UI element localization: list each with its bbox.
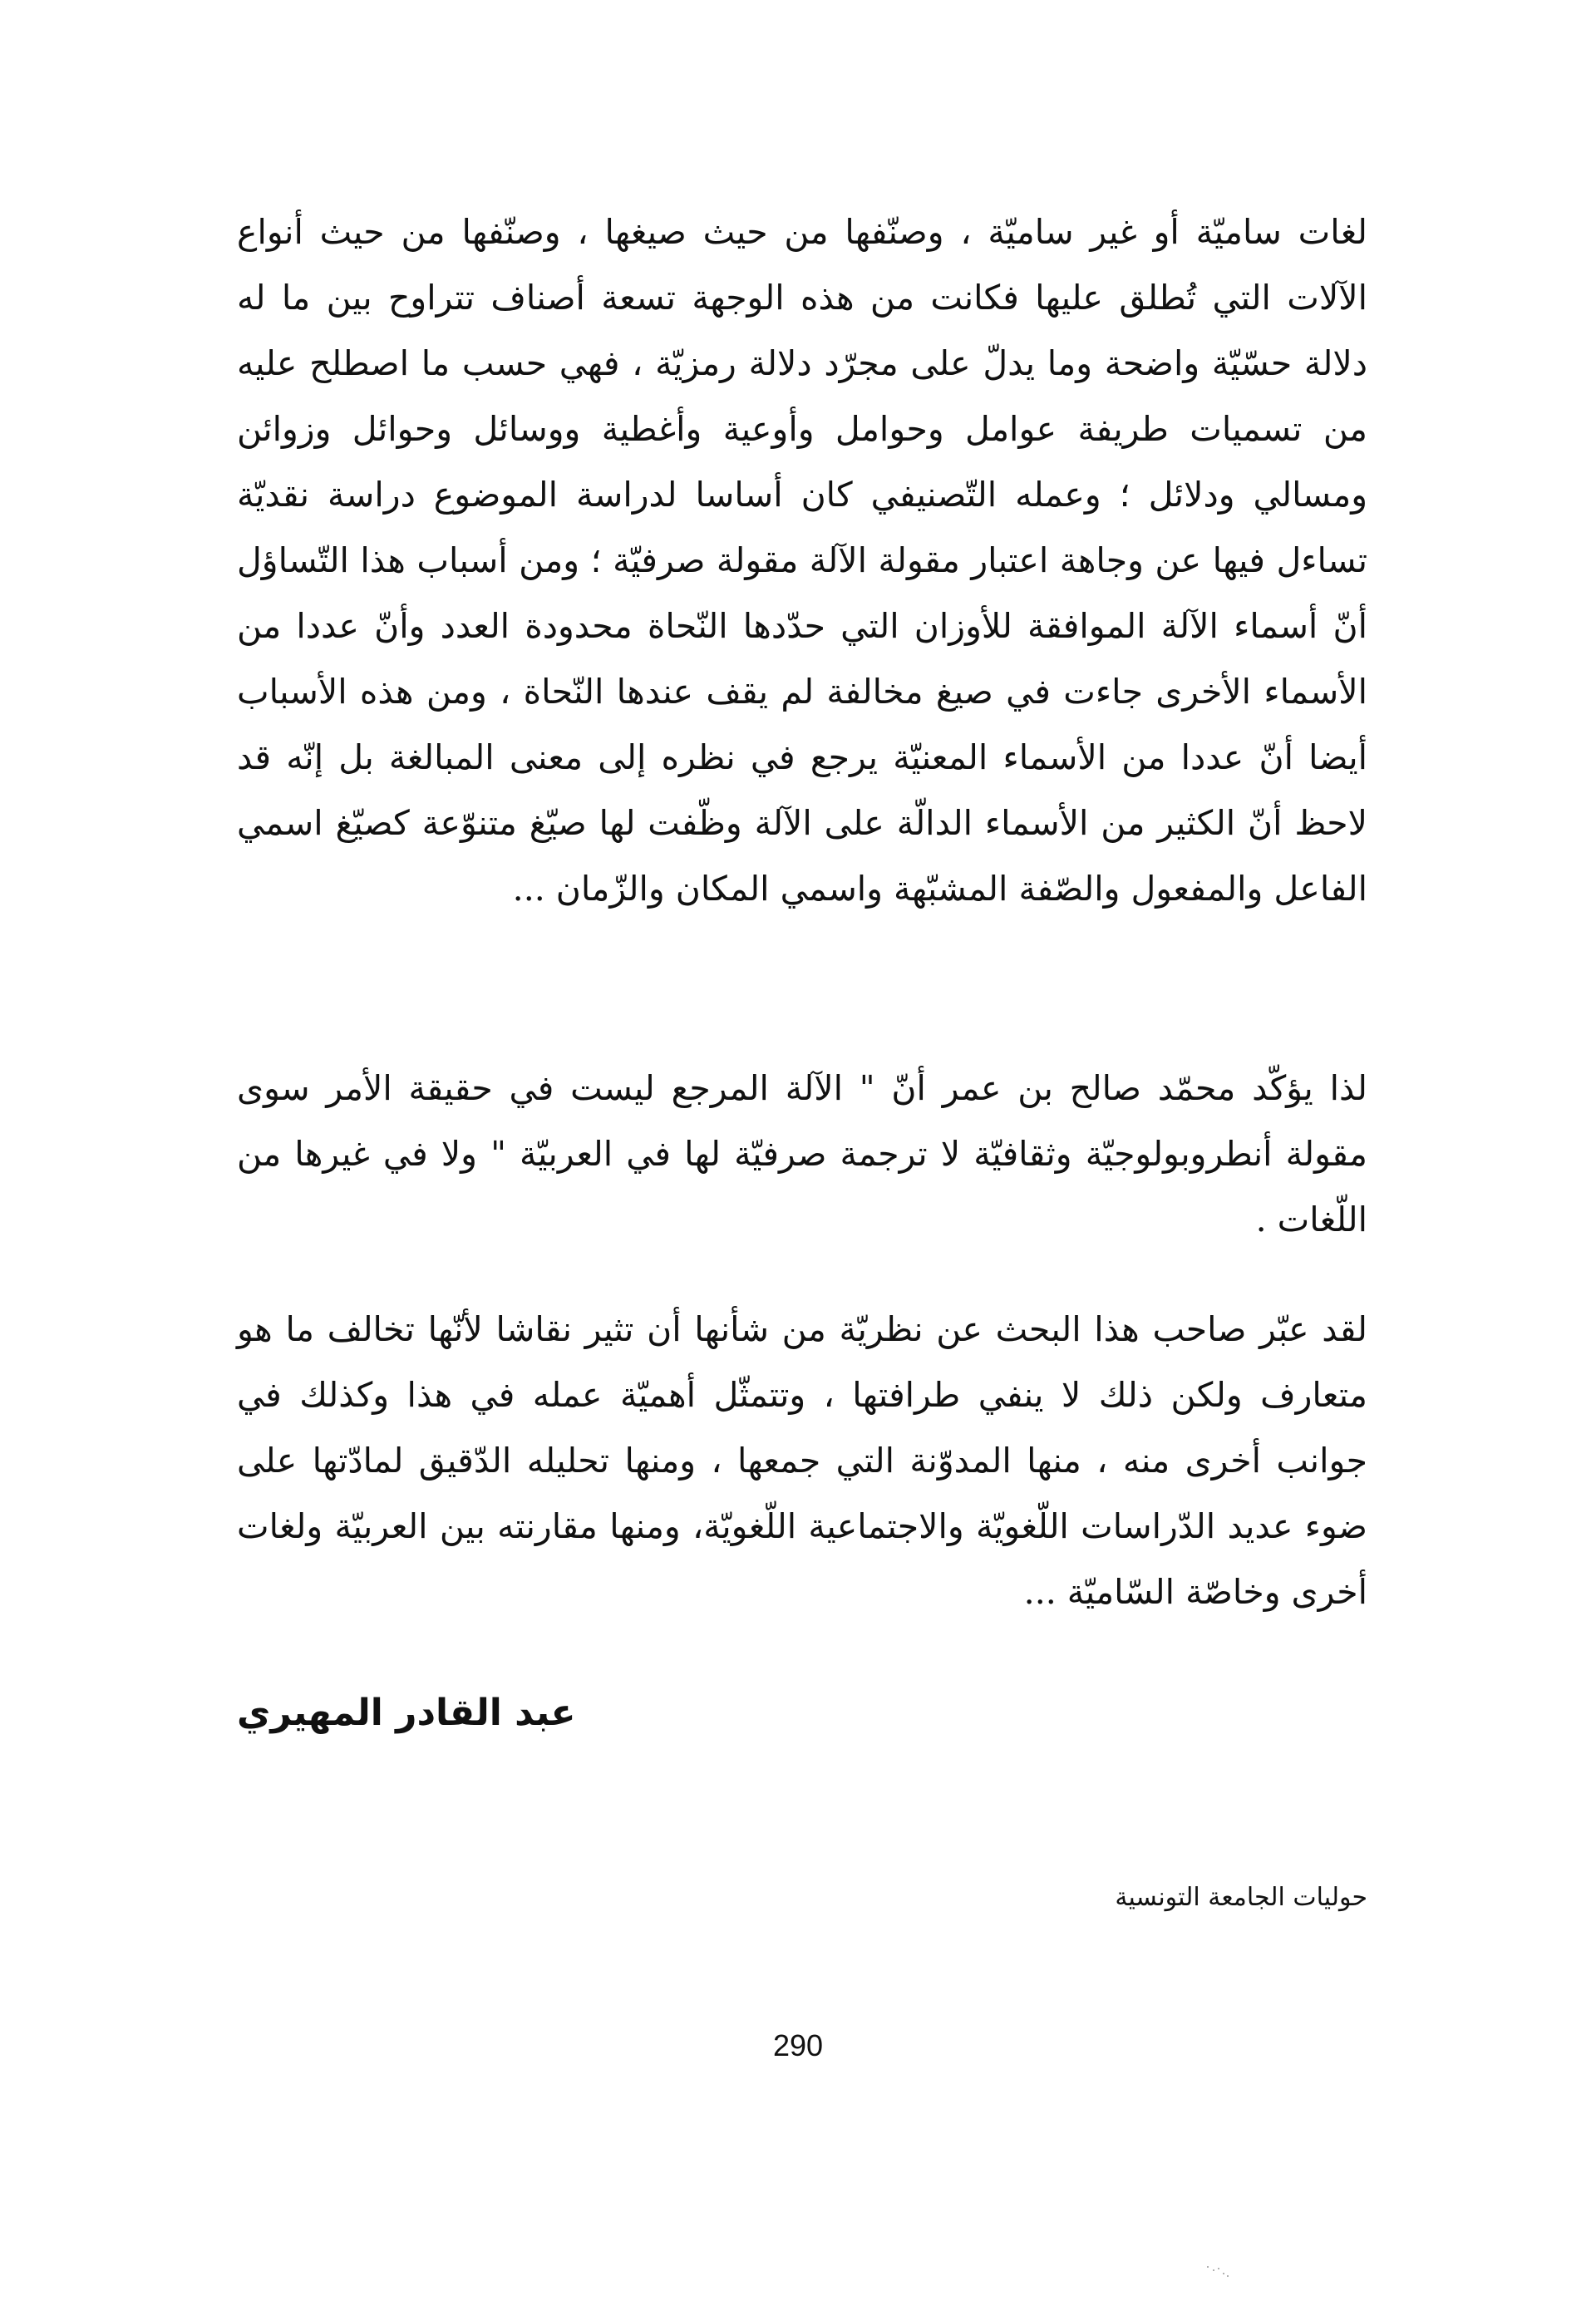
author-signature: عبد القادر المهيري bbox=[237, 1692, 576, 1734]
scan-speck-decoration bbox=[1205, 2265, 1230, 2277]
journal-footer: حوليات الجامعة التونسية bbox=[1115, 1883, 1367, 1912]
paragraph-2: لذا يؤكّد محمّد صالح بن عمر أنّ " الآلة المرجع ليست في حقيقة الأمر سوى مقولة أنطروبولوجيّة وثقافيّة لا ترجمة صرفيّة لها في العربيّة " ولا في غيرها من اللّغات . bbox=[237, 1068, 1367, 1239]
page-number: 290 bbox=[772, 2028, 824, 2062]
paragraph-1: لغات ساميّة أو غير ساميّة ، وصنّفها من حيث صيغها ، وصنّفها من حيث أنواع الآلات التي تُطلق عليها فكانت من هذه الوجهة تسعة أصناف تتراوح بين ما له دلالة حسّيّة واضحة وما يدلّ على مجرّد دلالة رمزيّة ، فهي حسب ما اصطلح عليه من تسميات طريفة عوامل وحوامل وأوعية وأغطية ووسائل وحوائل وزوائن ومسالي ودلائل ؛ وعمله التّصنيفي كان أساسا لدراسة الموضوع دراسة نقديّة تساءل فيها عن وجاهة اعتبار مقولة الآلة مقولة صرفيّة ؛ ومن أسباب هذا التّساؤل أنّ أسماء الآلة الموافقة للأوزان التي حدّدها النّحاة محدودة العدد وأنّ عددا من الأسماء الأخرى جاءت في صيغ مخالفة لم يقف عندها النّحاة ، ومن هذه الأسباب أيضا أنّ عددا من الأسماء المعنيّة يرجع في نظره إلى معنى المبالغة بل إنّه قد لاحظ أنّ الكثير من الأسماء الدالّة على الآلة وظّفت لها صيّغ متنوّعة كصيّغ اسمي الفاعل والمفعول والصّفة المشبّهة واسمي المكان والزّمان ... bbox=[237, 212, 1367, 909]
paragraph-3: لقد عبّر صاحب هذا البحث عن نظريّة من شأنها أن تثير نقاشا لأنّها تخالف ما هو متعارف ولكن ذلك لا ينفي طرافتها ، وتتمثّل أهميّة عمله في هذا وكذلك في جوانب أخرى منه ، منها المدوّنة التي جمعها ، ومنها تحليله الدّقيق لمادّتها على ضوء عديد الدّراسات اللّغويّة والاجتماعية اللّغويّة، ومنها مقارنته بين العربيّة ولغات أخرى وخاصّة السّاميّة ... bbox=[237, 1309, 1367, 1612]
